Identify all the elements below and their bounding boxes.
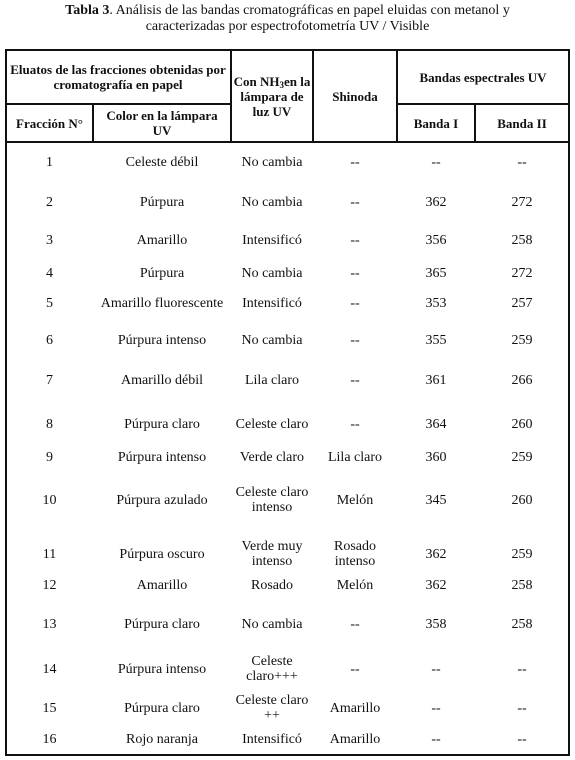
cell-color-uv: Púrpura intenso <box>117 449 207 465</box>
cell-color-uv: Púrpura claro <box>124 616 200 632</box>
table-caption <box>0 3 575 35</box>
cell-fraccion: 8 <box>46 416 53 432</box>
caption-text: . Análisis de las bandas cromatográficas en papel eluidas con metanol y <box>109 3 510 18</box>
cell-fraccion: 3 <box>46 232 53 248</box>
cell-fraccion: 13 <box>42 616 57 632</box>
cell-banda-2: 272 <box>511 194 533 210</box>
cell-fraccion: 4 <box>46 265 53 281</box>
cell-banda-2: -- <box>517 700 527 716</box>
cell-color-uv: Púrpura intenso <box>117 661 207 677</box>
cell-banda-2: 259 <box>511 332 533 348</box>
cell-shinoda: Rosado intenso <box>334 539 376 569</box>
cell-color-uv: Púrpura claro <box>124 416 200 432</box>
column-divider <box>92 103 94 142</box>
cell-nh3: Verde claro <box>239 449 305 465</box>
cell-fraccion: 10 <box>42 492 57 508</box>
cell-banda-2: 258 <box>511 232 533 248</box>
cell-banda-1: 365 <box>425 265 447 281</box>
cell-banda-1: -- <box>431 661 441 677</box>
cell-fraccion: 7 <box>46 372 53 388</box>
cell-banda-2: -- <box>517 661 527 677</box>
caption-text-2: caracterizadas por espectrofotometría UV / Visible <box>145 19 430 34</box>
cell-fraccion: 5 <box>46 295 53 311</box>
cell-nh3: No cambia <box>241 616 303 632</box>
cell-banda-1: 362 <box>425 546 447 562</box>
cell-shinoda: -- <box>350 372 360 388</box>
cell-fraccion: 9 <box>46 449 53 465</box>
cell-nh3: Celeste claro intenso <box>235 485 309 515</box>
cell-banda-2: 259 <box>511 449 533 465</box>
cell-banda-2: -- <box>517 731 527 747</box>
cell-shinoda: -- <box>350 194 360 210</box>
header-bandas-group: Bandas espectrales UV <box>419 69 547 85</box>
header-fraccion: Fracción N° <box>16 115 83 131</box>
cell-color-uv: Púrpura claro <box>124 700 200 716</box>
cell-nh3: Lila claro <box>244 372 300 388</box>
cell-color-uv: Púrpura oscuro <box>119 546 205 562</box>
cell-shinoda: -- <box>350 661 360 677</box>
header-eluatos-group: Eluatos de las fracciones obtenidas por cromatografía en papel <box>10 62 226 92</box>
cell-nh3: Rosado <box>251 577 293 593</box>
cell-fraccion: 6 <box>46 332 53 348</box>
cell-shinoda: -- <box>350 265 360 281</box>
cell-nh3: Celeste claro ++ <box>235 693 309 723</box>
cell-banda-1: 355 <box>425 332 447 348</box>
cell-shinoda: Lila claro <box>327 449 383 465</box>
cell-banda-1: 353 <box>425 295 447 311</box>
cell-banda-2: 258 <box>511 577 533 593</box>
cell-shinoda: -- <box>350 295 360 311</box>
cell-shinoda: -- <box>350 332 360 348</box>
cell-shinoda: Melón <box>336 577 374 593</box>
cell-color-uv: Amarillo <box>136 232 188 248</box>
cell-nh3: Intensificó <box>242 232 302 248</box>
header-nh3-subscript: 3 <box>279 79 284 90</box>
cell-fraccion: 14 <box>42 661 57 677</box>
cell-nh3: No cambia <box>241 194 303 210</box>
cell-nh3: Celeste claro <box>235 416 309 432</box>
cell-banda-2: 259 <box>511 546 533 562</box>
cell-banda-1: 345 <box>425 492 447 508</box>
cell-banda-1: 358 <box>425 616 447 632</box>
cell-banda-1: -- <box>431 731 441 747</box>
cell-shinoda: Amarillo <box>329 731 381 747</box>
cell-color-uv: Amarillo fluorescente <box>100 295 224 311</box>
cell-banda-2: 260 <box>511 416 533 432</box>
cell-color-uv: Rojo naranja <box>126 731 198 747</box>
cell-color-uv: Púrpura azulado <box>116 492 208 508</box>
cell-banda-1: 362 <box>425 577 447 593</box>
cell-color-uv: Púrpura <box>139 194 185 210</box>
cell-banda-1: 364 <box>425 416 447 432</box>
header-color-uv: Color en la lámpara UV <box>106 108 218 138</box>
cell-fraccion: 11 <box>42 546 57 562</box>
cell-color-uv: Amarillo débil <box>120 372 204 388</box>
cell-banda-2: 260 <box>511 492 533 508</box>
header-banda-2: Banda II <box>497 115 547 131</box>
cell-banda-2: 272 <box>511 265 533 281</box>
cell-shinoda: -- <box>350 616 360 632</box>
cell-color-uv: Amarillo <box>136 577 188 593</box>
cell-nh3: Intensificó <box>242 731 302 747</box>
header-nh3-prefix: Con NH <box>233 73 280 89</box>
cell-fraccion: 16 <box>42 731 57 747</box>
cell-banda-2: 258 <box>511 616 533 632</box>
cell-fraccion: 2 <box>46 194 53 210</box>
caption-label: Tabla 3 <box>65 3 110 18</box>
cell-fraccion: 1 <box>46 154 53 170</box>
cell-nh3: No cambia <box>241 332 303 348</box>
cell-banda-1: -- <box>431 700 441 716</box>
cell-banda-2: -- <box>517 154 527 170</box>
cell-banda-1: 362 <box>425 194 447 210</box>
cell-shinoda: Melón <box>336 492 374 508</box>
cell-color-uv: Púrpura intenso <box>117 332 207 348</box>
cell-nh3: Intensificó <box>242 295 302 311</box>
cell-banda-1: 356 <box>425 232 447 248</box>
cell-nh3: Verde muy intenso <box>241 539 303 569</box>
cell-fraccion: 12 <box>42 577 57 593</box>
cell-color-uv: Púrpura <box>139 265 185 281</box>
header-nh3 <box>232 51 312 141</box>
header-bottom-line <box>5 141 570 143</box>
cell-nh3: Celeste claro+++ <box>246 654 298 684</box>
cell-nh3: No cambia <box>241 265 303 281</box>
header-shinoda: Shinoda <box>332 88 378 104</box>
cell-shinoda: -- <box>350 416 360 432</box>
cell-fraccion: 15 <box>42 700 57 716</box>
cell-banda-2: 266 <box>511 372 533 388</box>
cell-shinoda: Amarillo <box>329 700 381 716</box>
cell-shinoda: -- <box>350 154 360 170</box>
cell-color-uv: Celeste débil <box>125 154 199 170</box>
cell-banda-2: 257 <box>511 295 533 311</box>
cell-banda-1: 361 <box>425 372 447 388</box>
header-nh3-suffix: en la lámpara de luz UV <box>240 73 311 119</box>
cell-nh3: No cambia <box>241 154 303 170</box>
cell-banda-1: 360 <box>425 449 447 465</box>
cell-banda-1: -- <box>431 154 441 170</box>
header-banda-1: Banda I <box>413 115 459 131</box>
cell-shinoda: -- <box>350 232 360 248</box>
